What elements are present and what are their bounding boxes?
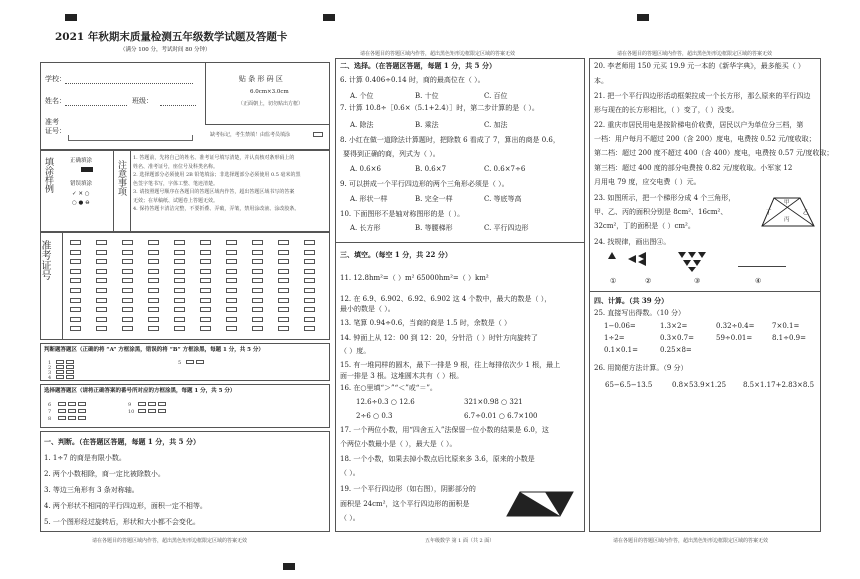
- exam-id-bubble[interactable]: [226, 307, 237, 312]
- calc-item: 0.32÷0.4=: [716, 322, 755, 330]
- choice-bubble[interactable]: [158, 402, 166, 406]
- trapezoid-label-bing: 丙: [784, 217, 790, 223]
- left-footer: 请在各题目的答题区域内作答，超出黑色矩形边框限定区域的答案无效: [92, 538, 248, 544]
- barcode-hint: （正面朝上，切勿贴出方框）: [238, 101, 304, 107]
- q7-option: B. 乘法: [415, 121, 439, 129]
- exam-id-bubble[interactable]: [226, 259, 237, 264]
- q12-line2: 最小的数是（ ）。: [340, 305, 395, 313]
- exam-id-bubble[interactable]: [226, 326, 237, 331]
- parallelogram-figure: [505, 490, 575, 518]
- exam-id-bubble[interactable]: [70, 269, 81, 274]
- registration-mark: [283, 563, 295, 570]
- q19-line3: （ ）。: [340, 514, 360, 522]
- exam-id-bubble[interactable]: [200, 278, 211, 283]
- note-line: 2. 选择题部分必须使用 2B 铅笔填涂；非选择题部分必须使用 0.5 毫米的黑: [133, 172, 301, 178]
- q7: 7. 计算 10.8÷［0.6×（5.1+2.4）］时，第二步计算的是（ ）。: [340, 104, 539, 112]
- choice-bubble[interactable]: [148, 402, 156, 406]
- exam-id-bubble[interactable]: [148, 307, 159, 312]
- exam-id-bubble[interactable]: [200, 288, 211, 293]
- exam-id-bubble[interactable]: [252, 298, 263, 303]
- exam-id-bubble[interactable]: [226, 240, 237, 245]
- exam-id-bubble[interactable]: [70, 317, 81, 322]
- choice-number: 6: [48, 402, 52, 408]
- note-line: 1. 答题前，先将自己的姓名、准考证号填写清楚，并认真核对条形码上的: [133, 155, 295, 161]
- trapezoid-label-jia: 甲: [784, 200, 790, 206]
- page-footer: 五年级数学 第 1 面（共 2 面）: [425, 538, 495, 544]
- choice-bubbles: [48, 400, 328, 426]
- exam-id-bubble[interactable]: [226, 298, 237, 303]
- q14-line2: （ ）度。: [340, 347, 371, 355]
- judge-question: 3. 等边三角形有 3 条对称轴。: [44, 486, 139, 494]
- wrong-fill-label: 错误填涂: [70, 181, 93, 187]
- mid-header-notice: 请在各题目的答题区域内作答，超出黑色矩形边框限定区域的答案无效: [360, 51, 516, 57]
- q16-item: 6.7÷0.01 ○ 6.7×100: [464, 412, 538, 420]
- exam-id-bubble[interactable]: [174, 298, 185, 303]
- exam-id-bubble[interactable]: [96, 250, 107, 255]
- exam-id-bubble[interactable]: [304, 278, 315, 283]
- correct-fill-sample: [81, 167, 93, 172]
- q22-line4: 第三档：超过 400 度的部分电费按 0.82 元/度收取。小军家 12: [594, 164, 793, 172]
- exam-id-bubble[interactable]: [96, 278, 107, 283]
- exam-id-bubble[interactable]: [148, 317, 159, 322]
- registration-mark: [637, 14, 649, 21]
- q19: 19. 一个平行四边形（如右图），阴影部分的: [340, 485, 476, 493]
- exam-id-bubble[interactable]: [252, 317, 263, 322]
- note-line: 色签字笔书写，字体工整、笔迹清楚。: [133, 180, 219, 187]
- page-subtitle: （满分 100 分，考试时间 80 分钟）: [120, 47, 211, 53]
- exam-id-bubble[interactable]: [122, 326, 133, 331]
- calc-item: 0.3×0.7=: [660, 334, 694, 342]
- calc-item: 0.1×0.1=: [604, 346, 638, 354]
- calc-item: 0.25×8=: [660, 346, 692, 354]
- exam-id-bubble[interactable]: [278, 307, 289, 312]
- pattern-label: ①: [610, 277, 617, 285]
- q21: 21. 把一个平行四边形活动框架拉成一个长方形，那么原来的平行四边: [594, 92, 811, 100]
- exam-id-bubble[interactable]: [226, 269, 237, 274]
- q10-option: A. 长方形: [350, 224, 381, 232]
- registration-mark: [323, 14, 335, 21]
- exam-id-bubble[interactable]: [200, 326, 211, 331]
- exam-id-bubble[interactable]: [278, 250, 289, 255]
- choice-bubble[interactable]: [58, 409, 66, 413]
- q16: 16. 在○里填“＞”“＜”或“＝”。: [340, 384, 437, 392]
- choice-area-title: 选择题答题区（请将正确答案的番号所对应的方框涂黑，每题 1 分，共 5 分）: [44, 388, 236, 394]
- exam-id-bubble[interactable]: [148, 259, 159, 264]
- judge-bubble[interactable]: [56, 370, 64, 374]
- exam-id-bubble[interactable]: [174, 250, 185, 255]
- exam-id-bubble[interactable]: [200, 269, 211, 274]
- q20-line2: 本。: [594, 77, 608, 85]
- q23-line3: 32cm²，丁的面积是（ ）cm²。: [594, 222, 695, 230]
- choice-number: 7: [48, 409, 52, 415]
- q23-line2: 甲、乙、丙的面积分别是 8cm²、16cm²、: [594, 208, 728, 216]
- calc-item: 7×0.1=: [772, 322, 800, 330]
- exam-id-bubble[interactable]: [252, 240, 263, 245]
- exam-id-bubble[interactable]: [70, 259, 81, 264]
- calc-item: 1−0.06=: [604, 322, 636, 330]
- judge-bubble[interactable]: [66, 360, 74, 364]
- choice-bubble[interactable]: [78, 402, 86, 406]
- choice-bubble[interactable]: [138, 409, 146, 413]
- choice-bubble[interactable]: [78, 416, 86, 420]
- q15: 15. 有一堆同样的圆木，最下一排是 9 根，往上每排依次少 1 根，最上: [340, 361, 561, 369]
- exam-id-bubble[interactable]: [226, 250, 237, 255]
- right-header-notice: 请在各题目的答题区域内作答，超出黑色矩形边框限定区域的答案无效: [617, 51, 773, 57]
- pattern-label: ④: [755, 277, 762, 285]
- exam-id-bubble[interactable]: [174, 278, 185, 283]
- exam-id-bubble[interactable]: [122, 317, 133, 322]
- section2-title: 二、选择。（在答题区答题，每题 1 分，共 5 分）: [340, 61, 496, 70]
- notes-label: 注意事项: [116, 160, 126, 196]
- judge-number: 1: [48, 360, 52, 366]
- exam-id-bubble[interactable]: [122, 240, 133, 245]
- judge-bubble[interactable]: [186, 360, 194, 364]
- exam-id-bubble[interactable]: [122, 278, 133, 283]
- exam-id-bubble[interactable]: [252, 288, 263, 293]
- absent-checkbox[interactable]: [313, 132, 323, 137]
- pattern-label: ②: [645, 277, 652, 285]
- exam-id-bubble[interactable]: [200, 250, 211, 255]
- wrong-marks-1: ✓ ✕ ○: [72, 191, 90, 197]
- correct-fill-label: 正确填涂: [70, 158, 93, 164]
- judge-question: 5. 一个图形经过旋转后，形状和大小都不会变化。: [44, 518, 200, 526]
- exam-id-bubble[interactable]: [252, 326, 263, 331]
- q17: 17. 一个两位小数，用“四舍五入”法保留一位小数的结果是 6.0，这: [340, 426, 549, 434]
- q20: 20. 李老师用 150 元买 19.9 元一本的《新华字典》，最多能买（ ）: [594, 62, 805, 70]
- q15-line2: 面一排是 3 根。这堆圆木共有（ ）根。: [340, 372, 464, 380]
- exam-id-bubble[interactable]: [200, 317, 211, 322]
- choice-bubble[interactable]: [58, 416, 66, 420]
- note-line: 3. 请按照题号顺序在各题目的答题区域内作答，超出答题区域书写的答案: [133, 189, 295, 195]
- trapezoid-label-ding: 丁: [766, 210, 772, 216]
- q13: 13. 笔算 0.94÷0.6，当商的商是 1.5 时，余数是（ ）: [340, 319, 511, 327]
- choice-number: 9: [128, 402, 132, 408]
- barcode-size: 6.0cm×3.0cm: [250, 89, 289, 95]
- exam-id-bubble[interactable]: [174, 259, 185, 264]
- exam-id-bubble[interactable]: [174, 288, 185, 293]
- exam-id-bubble[interactable]: [252, 307, 263, 312]
- judge-number: 2: [48, 365, 52, 371]
- exam-id-bubble[interactable]: [304, 259, 315, 264]
- exam-id-bubble[interactable]: [174, 307, 185, 312]
- exam-id-bubble[interactable]: [304, 298, 315, 303]
- exam-id-bubble[interactable]: [200, 307, 211, 312]
- exam-id-bubble[interactable]: [278, 326, 289, 331]
- exam-id-bubble[interactable]: [174, 240, 185, 245]
- pattern-answer-line[interactable]: [738, 266, 786, 267]
- exam-id-bubble[interactable]: [70, 240, 81, 245]
- exam-id-bubble[interactable]: [122, 307, 133, 312]
- exam-no-label: 准考: [45, 118, 59, 126]
- note-line: 姓名、准考证号，座位号及科类名称。: [133, 163, 219, 170]
- q6-option: A. 个位: [350, 92, 374, 100]
- class-label: 班级：: [132, 97, 153, 105]
- note-line: 无效；在草稿纸、试题卷上答题无效。: [133, 197, 219, 204]
- wrong-marks-2: ○ ● ⊖: [72, 200, 90, 206]
- exam-id-bubble[interactable]: [174, 269, 185, 274]
- q6-option: B. 十位: [415, 92, 439, 100]
- absent-note: 缺考标记，考生禁填！由监考员填涂: [210, 132, 291, 138]
- barcode-title: 贴 条 形 码 区: [239, 75, 283, 83]
- exam-id-bubble[interactable]: [148, 288, 159, 293]
- q6: 6. 计算 0.406÷0.14 时，商的最高位在（ ）。: [340, 76, 485, 84]
- exam-id-bubble[interactable]: [148, 298, 159, 303]
- exam-id-bubble[interactable]: [252, 269, 263, 274]
- exam-id-bubble[interactable]: [278, 317, 289, 322]
- q22-line5: 月用电 79 度，应交电费（ ）元。: [594, 178, 701, 186]
- choice-bubble[interactable]: [138, 402, 146, 406]
- q9-option: A. 形状一样: [350, 195, 388, 203]
- exam-id-bubble[interactable]: [96, 317, 107, 322]
- section3-title: 三、填空。（每空 1 分，共 22 分）: [340, 250, 452, 259]
- exam-id-bubble[interactable]: [278, 259, 289, 264]
- q11: 11. 12.8hm²=（ ）m² 65000hm²=（ ）km²: [340, 274, 489, 282]
- exam-no-field[interactable]: [68, 135, 193, 141]
- pattern-figures: [606, 250, 716, 272]
- q18-line2: （ ）。: [340, 469, 360, 477]
- exam-id-bubble[interactable]: [148, 250, 159, 255]
- exam-id-bubble[interactable]: [96, 259, 107, 264]
- exam-id-bubble[interactable]: [122, 250, 133, 255]
- q8-option: A. 0.6×6: [350, 165, 381, 173]
- pattern-label: ③: [694, 277, 701, 285]
- exam-id-bubble[interactable]: [122, 269, 133, 274]
- q23: 23. 如图所示，把一个梯形分成 4 个三角形，: [594, 194, 736, 202]
- q10-option: C. 平行四边形: [484, 224, 529, 232]
- q10-option: B. 等腰梯形: [415, 224, 453, 232]
- calc-item: 8.1÷0.9=: [772, 334, 806, 342]
- q18: 18. 一个小数，如果去掉小数点后比原来多 3.6，原来的小数是: [340, 455, 535, 463]
- q14: 14. 钟面上从 12：00 到 12：20，分针沿（ ）时针方向旋转了: [340, 334, 538, 342]
- calc-item: 59÷0.01=: [716, 334, 753, 342]
- exam-id-bubble[interactable]: [226, 317, 237, 322]
- exam-id-bubble[interactable]: [252, 259, 263, 264]
- exam-id-bubble[interactable]: [96, 298, 107, 303]
- q22: 22. 重庆市居民用电是按阶梯电价收费，居民以户为单位分三档，第: [594, 121, 804, 129]
- q21-line2: 形与现在的长方形相比，（ ）变了，（ ）没变。: [594, 106, 739, 114]
- exam-id-label: 准考证号: [39, 240, 50, 280]
- exam-id-bubble[interactable]: [278, 269, 289, 274]
- choice-bubble[interactable]: [68, 416, 76, 420]
- exam-id-bubble[interactable]: [70, 250, 81, 255]
- q10: 10. 下面图形不是轴对称图形的是（ ）。: [340, 210, 465, 218]
- simple-calc: 8.5×1.17+2.83×8.5: [743, 381, 815, 389]
- q9: 9. 可以拼成一个平行四边形的两个三角形必须是（ ）。: [340, 180, 509, 188]
- judge-question: 1. 1÷7 的商是有限小数。: [44, 454, 126, 462]
- q17-line2: 个两位小数最小是（ ），最大是（ ）。: [340, 440, 457, 448]
- exam-id-bubble[interactable]: [200, 240, 211, 245]
- choice-bubble[interactable]: [148, 409, 156, 413]
- q16-item: 321×0.98 ○ 321: [464, 398, 523, 406]
- section4-title: 四、计算。（共 39 分）: [594, 296, 669, 305]
- section1-title: 一、判断。（在答题区答题，每题 1 分，共 5 分）: [44, 437, 200, 446]
- exam-id-bubble[interactable]: [278, 240, 289, 245]
- calc-item: 1.3×2=: [660, 322, 688, 330]
- exam-id-bubble[interactable]: [148, 269, 159, 274]
- name-field[interactable]: [65, 105, 127, 106]
- page-title: 2021 年秋期末质量检测五年级数学试题及答题卡: [55, 31, 288, 43]
- choice-number: 8: [48, 416, 52, 422]
- judge-number: 4: [48, 375, 52, 381]
- fill-example-label: 填涂样例: [43, 157, 53, 193]
- exam-id-bubble[interactable]: [70, 278, 81, 283]
- exam-id-bubble[interactable]: [174, 326, 185, 331]
- judge-number: 5: [178, 360, 182, 366]
- exam-id-bubble[interactable]: [70, 288, 81, 293]
- exam-id-bubble[interactable]: [304, 250, 315, 255]
- q8: 8. 小红在做一道除法计算题时，把除数 6 看成了 7，算出的商是 0.6，: [340, 136, 560, 144]
- exam-id-bubble[interactable]: [304, 307, 315, 312]
- judge-area-title: 判断题答题区（正确的将 “A” 方框涂黑，错误的将 “B” 方框涂黑，每题 1 分，共 5 分）: [44, 347, 264, 353]
- q8-line2: 要得到正确的商，列式为（ ）。: [343, 150, 440, 158]
- exam-id-bubble[interactable]: [96, 269, 107, 274]
- choice-bubble[interactable]: [58, 402, 66, 406]
- school-field[interactable]: [65, 83, 193, 84]
- simple-calc: 65−6.5−13.5: [605, 381, 653, 389]
- judge-bubble[interactable]: [66, 375, 74, 379]
- exam-no-label-2: 证号：: [45, 127, 66, 135]
- exam-id-bubble[interactable]: [278, 298, 289, 303]
- q24: 24. 找规律，画出图④。: [594, 238, 671, 246]
- exam-id-bubble[interactable]: [148, 240, 159, 245]
- judge-bubble[interactable]: [66, 370, 74, 374]
- notes-list: [133, 154, 329, 214]
- q22-line3: 第二档：超过 200 度不超过 400（含 400）度电，电费按 0.57 元/度收取；: [594, 149, 834, 157]
- judge-bubble[interactable]: [66, 365, 74, 369]
- choice-bubble[interactable]: [158, 409, 166, 413]
- q8-option: C. 0.6×7÷6: [484, 165, 526, 173]
- exam-id-bubble[interactable]: [304, 269, 315, 274]
- choice-number: 10: [128, 409, 135, 415]
- q26: 26. 用简便方法计算。（9 分）: [594, 364, 688, 372]
- exam-id-bubble[interactable]: [70, 307, 81, 312]
- exam-id-bubble[interactable]: [304, 326, 315, 331]
- q12: 12. 在 6.9、6.902、6.92、6.902 这 4 个数中，最大的数是（ ），: [340, 295, 552, 303]
- exam-id-bubble[interactable]: [148, 278, 159, 283]
- exam-id-bubble[interactable]: [278, 288, 289, 293]
- exam-id-bubble[interactable]: [304, 288, 315, 293]
- judge-bubble[interactable]: [56, 375, 64, 379]
- choice-bubble[interactable]: [78, 409, 86, 413]
- exam-id-bubble[interactable]: [174, 317, 185, 322]
- exam-id-bubble[interactable]: [122, 259, 133, 264]
- exam-id-bubble[interactable]: [252, 250, 263, 255]
- exam-id-bubble[interactable]: [278, 278, 289, 283]
- exam-id-bubble[interactable]: [304, 240, 315, 245]
- calc-item: 1÷2=: [604, 334, 625, 342]
- q16-item: 2÷6 ○ 0.3: [356, 412, 393, 420]
- judge-bubble[interactable]: [56, 365, 64, 369]
- exam-id-bubble[interactable]: [96, 326, 107, 331]
- judge-number: 3: [48, 370, 52, 376]
- exam-id-bubbles: [62, 232, 330, 340]
- q9-option: C. 等底等高: [484, 195, 522, 203]
- judge-bubble[interactable]: [196, 360, 204, 364]
- exam-id-bubble[interactable]: [70, 326, 81, 331]
- trapezoid-label-yi: 乙: [803, 210, 809, 216]
- exam-id-bubble[interactable]: [148, 326, 159, 331]
- judge-question: 4. 两个形状不相同的平行四边形，面积一定不相等。: [44, 502, 207, 510]
- judge-bubble[interactable]: [56, 360, 64, 364]
- exam-id-bubble[interactable]: [122, 288, 133, 293]
- simple-calc: 0.8×53.9×1.25: [672, 381, 727, 389]
- q6-option: C. 百位: [484, 92, 508, 100]
- exam-id-bubble[interactable]: [226, 278, 237, 283]
- exam-id-bubble[interactable]: [304, 317, 315, 322]
- q8-option: B. 0.6×7: [415, 165, 447, 173]
- judge-question: 2. 两个小数相除，商一定比被除数小。: [44, 470, 165, 478]
- exam-id-bubble[interactable]: [226, 288, 237, 293]
- q19-line2: 面积是 24cm²，这个平行四边形的面积是: [340, 500, 470, 508]
- choice-bubble[interactable]: [68, 409, 76, 413]
- q7-option: C. 加法: [484, 121, 508, 129]
- exam-id-bubble[interactable]: [200, 259, 211, 264]
- exam-id-bubble[interactable]: [96, 288, 107, 293]
- note-line: 4. 保持答题卡清洁完整，不要折叠、弄破，弄皱，禁用涂改液、涂改胶条。: [133, 206, 300, 212]
- q25: 25. 直接写出得数。（10 分）: [594, 309, 685, 317]
- name-label: 姓名：: [45, 97, 66, 105]
- q22-line2: 一档：用户每月不超过 200（含 200）度电，电费按 0.52 元/度收取；: [594, 135, 816, 143]
- q7-option: A. 除法: [350, 121, 374, 129]
- q16-item: 12.6÷0.3 ○ 12.6: [356, 398, 415, 406]
- choice-bubble[interactable]: [68, 402, 76, 406]
- registration-mark: [65, 14, 77, 21]
- class-field[interactable]: [160, 105, 196, 106]
- q9-option: B. 完全一样: [415, 195, 453, 203]
- school-label: 学校：: [45, 75, 66, 83]
- judge-bubbles: [48, 360, 328, 380]
- exam-id-bubble[interactable]: [96, 307, 107, 312]
- exam-id-bubble[interactable]: [70, 298, 81, 303]
- exam-id-bubble[interactable]: [96, 240, 107, 245]
- exam-id-bubble[interactable]: [252, 278, 263, 283]
- exam-id-bubble[interactable]: [200, 298, 211, 303]
- section1-box: [40, 431, 330, 532]
- right-footer: 请在各题目的答题区域内作答，超出黑色矩形边框限定区域的答案无效: [613, 538, 769, 544]
- exam-id-bubble[interactable]: [122, 298, 133, 303]
